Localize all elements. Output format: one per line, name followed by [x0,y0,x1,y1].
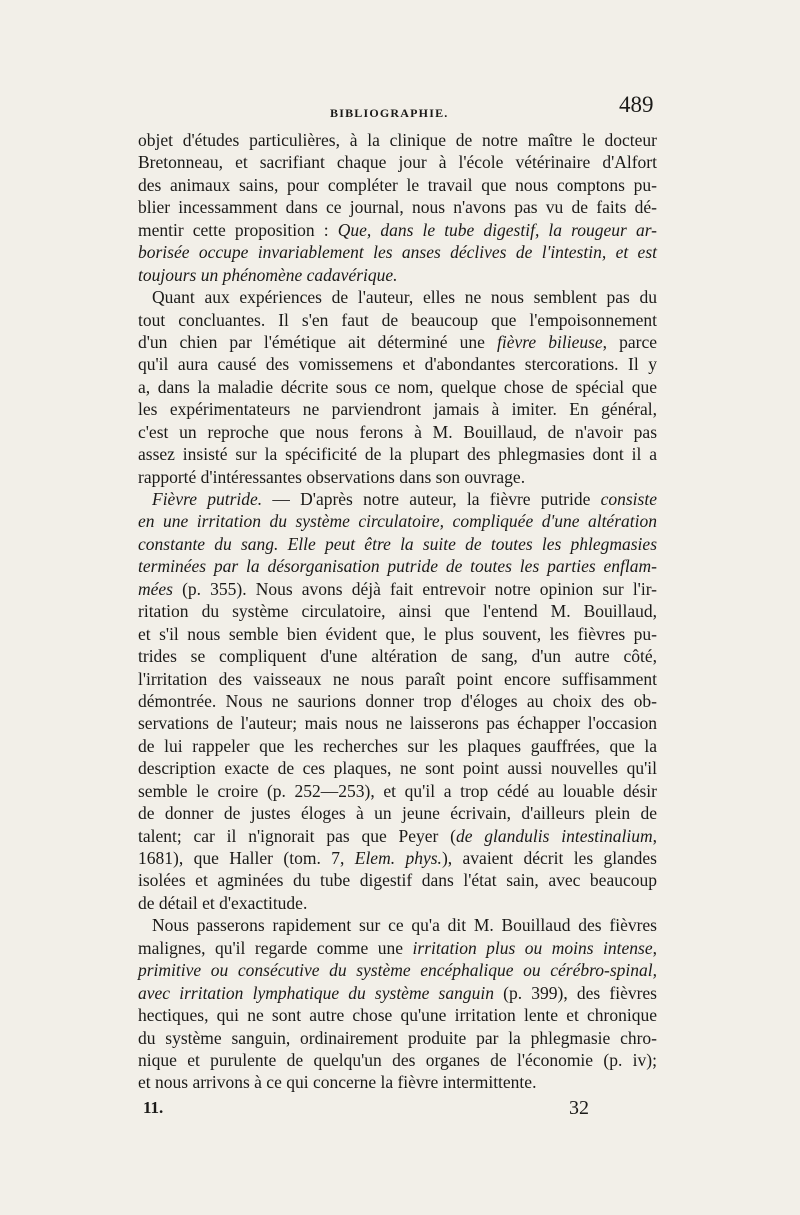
italic-text: en une irritation du système circulatoire, compliquée d'une altération [138,511,657,532]
text-line [138,555,657,577]
text-line [138,196,657,218]
text-block [138,129,657,1094]
roman-text: assez insisté sur la spécificité de la plupart des phlegmasies dont il a [138,444,657,465]
text-line [138,443,657,465]
text-line [138,668,657,690]
paragraph [138,488,657,914]
text-line [138,466,657,488]
roman-text: , [652,825,657,846]
text-line [138,937,657,959]
italic-text: Fièvre putride. [152,489,263,509]
roman-text: Nous passerons rapidement sur ce qu'a dit M. Bouillaud des fièvres [152,915,657,936]
italic-text: toujours un phénomène cadavérique. [138,264,398,285]
text-line [138,331,657,353]
text-line [138,869,657,891]
text-line [138,982,657,1004]
roman-text: talent; car il n'ignorait pas que Peyer ( [138,825,456,846]
roman-text: , parce [602,331,657,352]
italic-text: fièvre bilieuse [496,331,603,352]
text-line [138,151,657,173]
running-title: BIBLIOGRAPHIE. [330,106,449,120]
text-line [138,1004,657,1026]
roman-text: ), avaient décrit les glandes [441,848,657,868]
text-line [138,780,657,802]
italic-text: primitive ou consécutive du système encéphalique ou cérébro-spinal, [138,960,657,981]
text-line [138,892,657,914]
roman-text: et nous arrivons à ce qui concerne la fièvre intermittente. [138,1072,537,1093]
text-line [138,1049,657,1071]
text-line [138,174,657,196]
roman-text: de détail et d'exactitude. [138,892,308,913]
paragraph [138,286,657,488]
roman-text: , [652,937,657,958]
text-line [138,286,657,308]
text-line [138,1071,657,1093]
roman-text: du système sanguin, ordinairement produite par la phlegmasie chro- [138,1027,657,1048]
text-line [138,510,657,532]
text-line [138,353,657,375]
roman-text: description exacte de ces plaques, ne sont point aussi nouvelles qu'il [138,758,657,779]
text-line [138,421,657,443]
roman-text: c'est un reproche que nous ferons à M. Bouillaud, de n'avoir pas [138,421,657,442]
text-line [138,825,657,847]
roman-text: objet d'études particulières, à la clinique de notre maître le docteur [138,130,657,150]
text-line [138,600,657,622]
signature-mark: 11. [143,1098,164,1117]
roman-text: malignes, qu'il regarde comme une [138,937,413,958]
italic-text: irritation plus ou moins intense [412,937,653,958]
roman-text: les expérimentateurs ne parviendront jamais à imiter. En général, [138,399,657,420]
italic-text: Que, dans le tube digestif, la rougeur ar- [337,219,658,240]
roman-text: (p. 355). Nous avons déjà fait entrevoir notre opinion sur l'ir- [172,578,657,599]
italic-text: borisée occupe invariablement les anses déclives de l'intestin, et est [138,242,657,263]
roman-text: mentir cette proposition : [138,219,338,240]
text-line [138,735,657,757]
roman-text: nique et purulente de quelqu'un des organes de l'économie (p. iv); [138,1049,657,1070]
text-line [138,623,657,645]
italic-text: terminées par la désorganisation putride de toutes les parties enflam- [138,556,657,577]
italic-text: mées [138,578,173,599]
text-line [138,533,657,555]
text-line [138,757,657,779]
roman-text: hectiques, qui ne sont autre chose qu'une irritation lente et chronique [138,1005,657,1026]
roman-text: blier incessamment dans ce journal, nous n'avons pas vu de faits dé- [138,197,657,218]
roman-text: des animaux sains, pour compléter le travail que nous comptons pu- [138,174,657,195]
paragraph [138,129,657,286]
text-line [138,241,657,263]
text-line [138,645,657,667]
roman-text: Quant aux expériences de l'auteur, elles ne nous semblent pas du [152,287,657,308]
italic-text: constante du sang. Elle peut être la suite de toutes les phlegmasies [138,533,657,554]
text-line [138,578,657,600]
text-line [138,914,657,936]
roman-text: rapporté d'intéressantes observations dans son ouvrage. [138,466,526,487]
italic-text: consiste [600,489,657,509]
text-line [138,398,657,420]
roman-text: qu'il aura causé des vomissemens et d'abondantes stercorations. Il y [138,354,657,375]
italic-text: de glandulis intestinalium [455,825,653,846]
page-number: 489 [619,92,654,117]
roman-text: d'un chien par l'émétique ait déterminé une [138,331,497,352]
text-line [138,959,657,981]
text-line [138,376,657,398]
roman-text: tout concluantes. Il s'en faut de beaucoup que l'empoisonnement [138,309,657,330]
roman-text: 1681), que Haller (tom. 7, [138,848,355,868]
roman-text: (p. 399), des fièvres [493,982,657,1003]
roman-text: isolées et agminées du tube digestif dans l'état sain, avec beaucoup [138,870,657,891]
roman-text: a, dans la maladie décrite sous ce nom, quelque chose de spécial que [138,376,657,397]
roman-text: Bretonneau, et sacrifiant chaque jour à l'école vétérinaire d'Alfort [138,152,657,173]
text-line [138,129,657,151]
text-line [138,1027,657,1049]
roman-text: démontrée. Nous ne saurions donner trop d'éloges au choix des ob- [138,690,657,711]
text-line [138,488,657,510]
text-line [138,309,657,331]
italic-text: avec irritation lymphatique du système sanguin [138,982,494,1003]
roman-text: l'irritation des vaisseaux ne nous paraît point encore suffisamment [138,668,657,689]
roman-text: et s'il nous semble bien évident que, le plus souvent, les fièvres pu- [138,623,657,644]
roman-text: semble le croire (p. 252—253), et qu'il a trop cédé au louable désir [138,780,657,801]
roman-text: ritation du système circulatoire, ainsi que l'entend M. Bouillaud, [138,601,657,622]
italic-text: Elem. phys. [354,848,442,868]
text-line [138,847,657,869]
roman-text: de lui rappeler que les recherches sur les plaques gauffrées, que la [138,735,657,756]
paragraph [138,914,657,1094]
roman-text: de donner de justes éloges à un jeune écrivain, d'ailleurs plein de [138,803,657,824]
text-line [138,690,657,712]
text-line [138,219,657,241]
roman-text: — D'après notre auteur, la fièvre putride [262,489,601,509]
roman-text: trides se compliquent d'une altération de sang, d'un autre côté, [138,646,657,667]
roman-text: servations de l'auteur; mais nous ne laisserons pas échapper l'occasion [138,713,657,734]
text-line [138,712,657,734]
text-line [138,802,657,824]
sheet-number: 32 [569,1097,589,1119]
text-line [138,264,657,286]
